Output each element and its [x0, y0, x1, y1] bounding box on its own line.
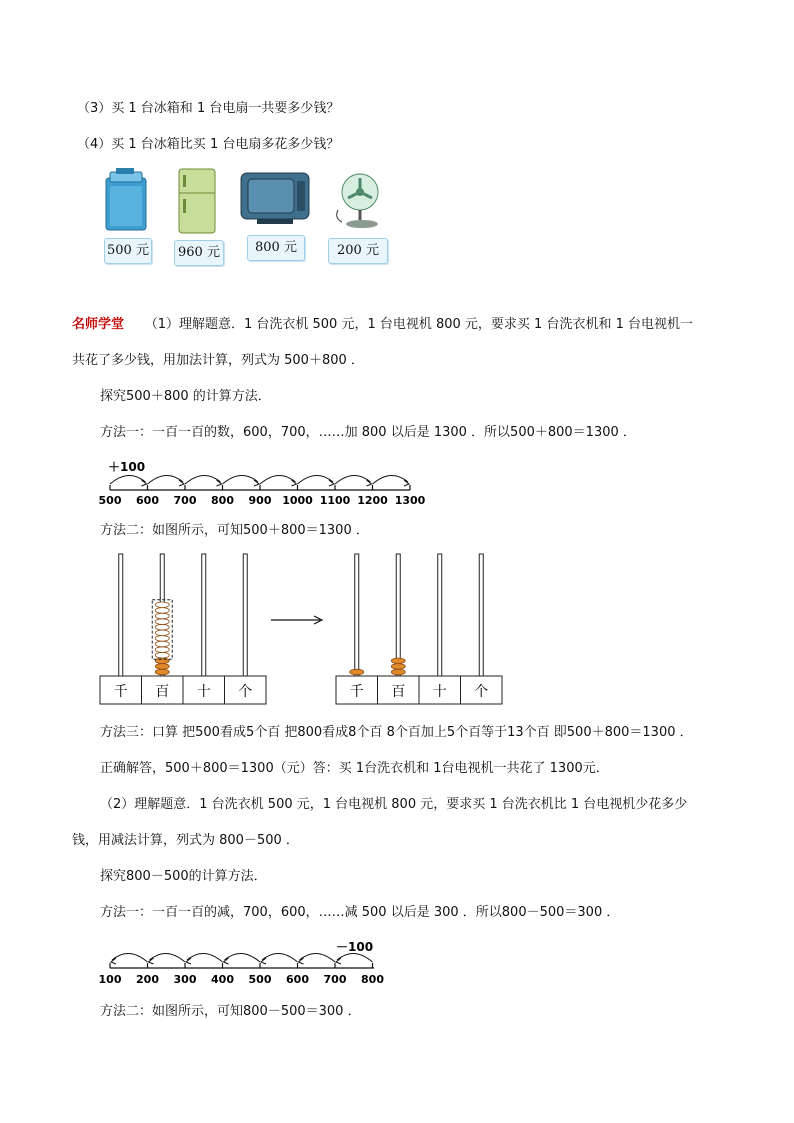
jump-arc [298, 475, 334, 484]
tag-label: 名师学堂 [72, 317, 125, 332]
tick-label: 400 [211, 973, 234, 986]
abacus-before [98, 548, 284, 708]
tick-label: 500 [98, 494, 122, 507]
abacus-bead [155, 647, 169, 653]
price-refrigerator: 960 元 [174, 240, 224, 266]
tick-label: 800 [361, 973, 384, 986]
abacus-after [334, 548, 520, 708]
abacus-bead [391, 669, 405, 675]
method2-addition: 方法二：如图所示，可知500＋800＝1300 ． [100, 523, 369, 538]
tick-label: 500 [248, 973, 272, 986]
abacus-bead [155, 619, 169, 625]
jump-arc [187, 953, 223, 962]
method1-addition: 方法一：一百一百的数，600，700，……加 800 以后是 1300 ．所以500＋800＝1300 ． [100, 425, 636, 440]
jump-arc [260, 475, 296, 484]
number-line-step-label-2: －100 [336, 940, 374, 954]
tick-label: 200 [136, 973, 159, 986]
abacus-bead [391, 658, 405, 664]
abacus-place-label: 个 [474, 684, 489, 700]
abacus-place-label: 百 [391, 684, 406, 700]
washing-machine-icon [102, 168, 150, 234]
abacus-bead [155, 664, 169, 670]
number-line-step-label: ＋100 [108, 460, 146, 474]
solution-line1 [72, 316, 693, 334]
tick-label: 1100 [319, 494, 351, 507]
abacus-rod [355, 554, 359, 676]
abacus-rod [438, 554, 442, 676]
method2-subtraction: 方法二：如图所示，可知800－500＝300 ． [100, 1004, 361, 1019]
p1-line2: 共花了多少钱，用加法计算，列式为 500＋800 ． [72, 353, 364, 368]
jump-arc [300, 953, 336, 962]
tick-label: 600 [286, 973, 309, 986]
abacus-place-label: 百 [155, 684, 170, 700]
price-electric-fan: 200 元 [328, 238, 388, 264]
tick-label: 900 [248, 494, 272, 507]
abacus-rod [479, 554, 483, 676]
jump-arc [150, 953, 186, 962]
explore-subtraction: 探究800－500的计算方法． [100, 869, 267, 884]
abacus-place-label: 十 [432, 684, 447, 700]
jump-arc [223, 475, 259, 484]
tick-label: 600 [136, 494, 159, 507]
abacus-bead [155, 641, 169, 647]
question-3: （3）买 1 台冰箱和 1 台电扇一共要多少钱？ [77, 101, 340, 116]
jump-arc [225, 953, 261, 962]
arrow-icon [268, 612, 328, 628]
jump-arc [337, 953, 373, 962]
television-icon [239, 171, 313, 227]
refrigerator-icon [176, 167, 218, 235]
tick-label: 100 [98, 973, 122, 986]
tick-label: 300 [173, 973, 197, 986]
abacus-place-label: 千 [349, 684, 364, 700]
abacus-rod [119, 554, 123, 676]
price-washing-machine: 500 元 [104, 238, 152, 264]
number-line-addition [98, 456, 438, 512]
tick-label: 700 [323, 973, 347, 986]
tick-label: 700 [173, 494, 197, 507]
abacus-bead [155, 669, 169, 675]
abacus-bead [391, 664, 405, 670]
jump-arc [148, 475, 184, 484]
question-4: （4）买 1 台冰箱比买 1 台电扇多花多少钱？ [77, 137, 340, 152]
abacus-bead [350, 669, 364, 675]
answer-addition: 正确解答，500＋800＝1300（元）答：买 1台洗衣机和 1台电视机一共花了 1300元． [100, 761, 609, 776]
jump-arc [185, 475, 221, 484]
abacus-place-label: 个 [238, 684, 253, 700]
tick-label: 1000 [282, 494, 313, 507]
number-line-subtraction [98, 936, 398, 990]
p1-line1: （1）理解题意．1 台洗衣机 500 元，1 台电视机 800 元，要求买 1 台洗衣机和 1 台电视机一 [144, 317, 693, 332]
abacus-bead [155, 613, 169, 619]
explore-addition: 探究500＋800 的计算方法． [100, 389, 271, 404]
jump-arc [262, 953, 298, 962]
method3-addition: 方法三：口算 把500看成5个百 把800看成8个百 8个百加上5个百等于13个百 即500＋800＝1300 ． [100, 725, 693, 740]
tick-label: 1300 [394, 494, 426, 507]
method1-subtraction: 方法一：一百一百的减，700，600，……减 500 以后是 300 ．所以800－500＝300 ． [100, 905, 620, 920]
jump-arc [110, 475, 146, 484]
abacus-bead [155, 602, 169, 608]
abacus-bead [155, 652, 169, 658]
p2-line1: （2）理解题意．1 台洗衣机 500 元，1 台电视机 800 元，要求买 1 台洗衣机比 1 台电视机少花多少 [100, 797, 688, 812]
abacus-bead [155, 624, 169, 630]
abacus-bead [155, 608, 169, 614]
tick-label: 800 [211, 494, 234, 507]
abacus-rod [243, 554, 247, 676]
abacus-bead [155, 630, 169, 636]
abacus-bead [155, 636, 169, 642]
abacus-bead [155, 658, 169, 664]
jump-arc [112, 953, 148, 962]
jump-arc [335, 475, 371, 484]
abacus-rod [202, 554, 206, 676]
p2-line2: 钱，用减法计算，列式为 800－500 ． [72, 833, 299, 848]
electric-fan-icon [332, 170, 384, 230]
price-television: 800 元 [247, 235, 305, 261]
jump-arc [373, 475, 409, 484]
tick-label: 1200 [357, 494, 388, 507]
abacus-place-label: 千 [113, 684, 128, 700]
abacus-place-label: 十 [196, 684, 211, 700]
